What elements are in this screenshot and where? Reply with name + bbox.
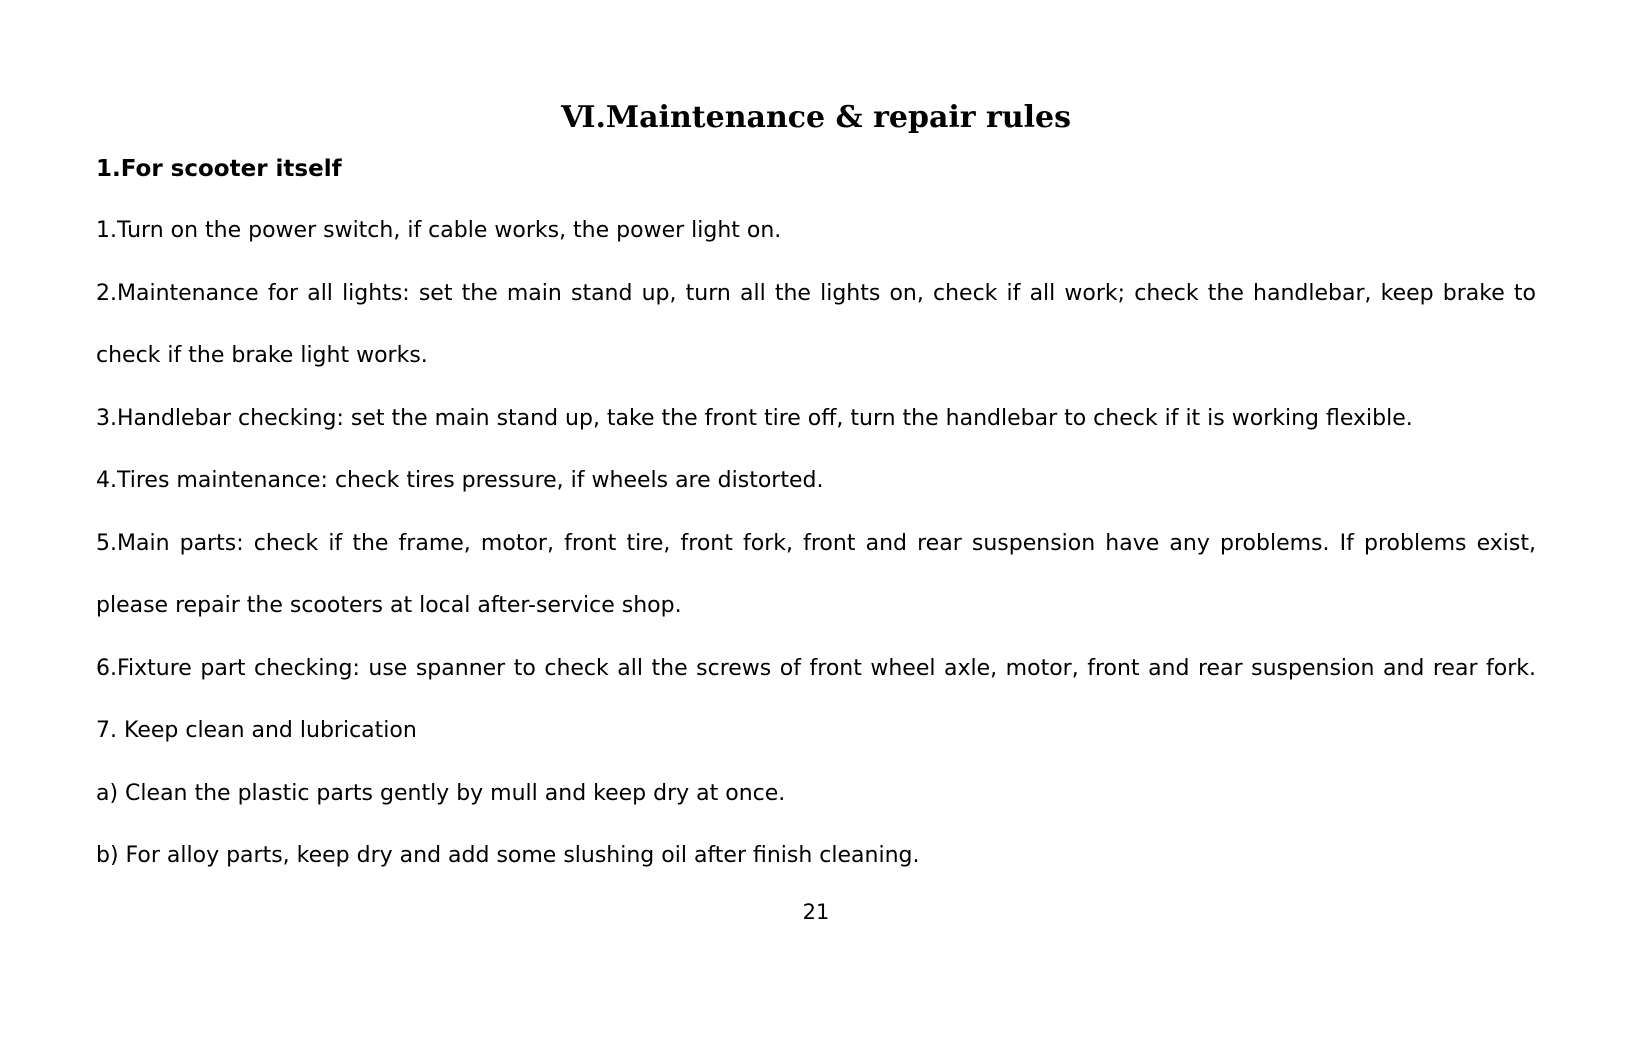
- paragraph-line: 1.Turn on the power switch, if cable works, the power light on.: [96, 218, 782, 243]
- paragraph-line: 5.Main parts: check if the frame, motor, front tire, front fork, front and rear suspension have any problems. If problems exist,: [96, 531, 1536, 556]
- section-heading: 1.For scooter itself: [96, 156, 342, 182]
- page-number: 21: [802, 900, 830, 924]
- paragraph-line: 4.Tires maintenance: check tires pressure, if wheels are distorted.: [96, 468, 824, 493]
- paragraph-line: 6.Fixture part checking: use spanner to check all the screws of front wheel axle, motor, front and rear suspension and rear fork.: [96, 656, 1536, 681]
- page-title: Ⅵ.Maintenance & repair rules: [560, 100, 1072, 135]
- paragraph-line: please repair the scooters at local after-service shop.: [96, 593, 682, 618]
- paragraph-line: 2.Maintenance for all lights: set the main stand up, turn all the lights on, check if all work; check the handlebar, keep brake to: [96, 281, 1536, 306]
- paragraph-line: b) For alloy parts, keep dry and add some slushing oil after finish cleaning.: [96, 843, 920, 868]
- paragraph-line: 3.Handlebar checking: set the main stand up, take the front tire off, turn the handlebar to check if it is working flexible.: [96, 406, 1413, 431]
- paragraph-line: 7. Keep clean and lubrication: [96, 718, 417, 743]
- paragraph-line: check if the brake light works.: [96, 343, 428, 368]
- paragraph-line: a) Clean the plastic parts gently by mull and keep dry at once.: [96, 781, 786, 806]
